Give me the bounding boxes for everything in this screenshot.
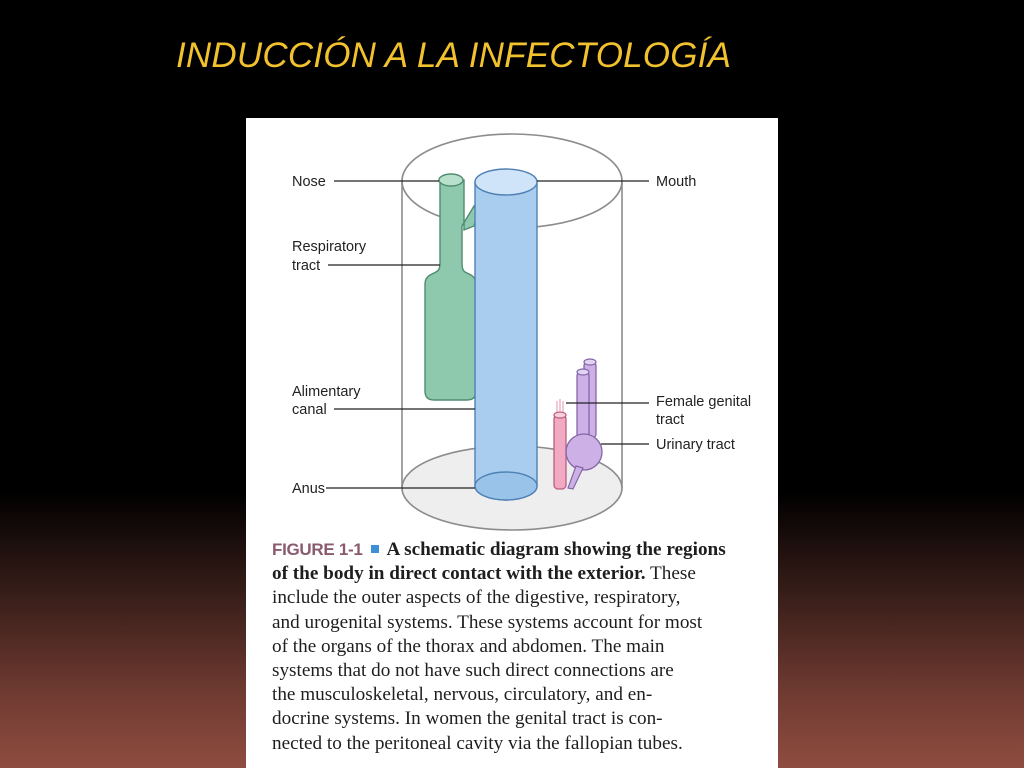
label-female-line1: Female genital <box>656 394 752 410</box>
label-mouth: Mouth <box>656 174 697 190</box>
label-respiratory-line1: Respiratory <box>292 239 367 255</box>
caption-line-9: nected to the peritoneal cavity via the fallopian tubes. <box>272 732 683 754</box>
caption-line-2 <box>272 562 772 586</box>
figure-card <box>246 118 778 768</box>
label-respiratory-line2: tract <box>292 258 321 274</box>
nose-opening <box>439 174 463 186</box>
label-nose: Nose <box>292 174 326 190</box>
anus-opening <box>475 472 537 500</box>
respiratory-tract-shape <box>425 174 478 400</box>
caption-line-8: docrine systems. In women the genital tract is con- <box>272 708 663 730</box>
label-female-line2: tract <box>656 412 685 428</box>
caption-line-4: and urogenital systems. These systems account for most <box>272 611 703 633</box>
label-anus: Anus <box>292 481 326 497</box>
caption-line-5: of the organs of the thorax and abdomen. The main <box>272 635 665 657</box>
bladder <box>566 434 602 470</box>
label-alimentary-line2: canal <box>292 402 327 418</box>
female-genital-tract-shape <box>554 399 566 489</box>
alimentary-canal-shape <box>475 169 537 500</box>
slide-title: INDUCCIÓN A LA INFECTOLOGÍA <box>176 36 732 75</box>
caption-line-7: the musculoskeletal, nervous, circulatory, and en- <box>272 684 653 706</box>
figure-caption <box>272 538 772 756</box>
caption-line-6: systems that do not have such direct connections are <box>272 660 674 682</box>
caption-line-1 <box>272 538 772 562</box>
caption-lead-1: A schematic diagram showing the regions <box>386 539 726 560</box>
label-alimentary-line1: Alimentary <box>292 384 361 400</box>
mouth-opening <box>475 169 537 195</box>
caption-rest-2: These <box>645 563 696 585</box>
caption-line-3: include the outer aspects of the digestive, respiratory, <box>272 587 681 609</box>
label-urinary: Urinary tract <box>656 437 735 453</box>
figure-label: FIGURE 1-1 <box>272 540 363 559</box>
caption-bullet-icon <box>371 545 379 553</box>
caption-lead-2: of the body in direct contact with the exterior. <box>272 563 646 585</box>
body-schematic-diagram <box>246 118 778 538</box>
